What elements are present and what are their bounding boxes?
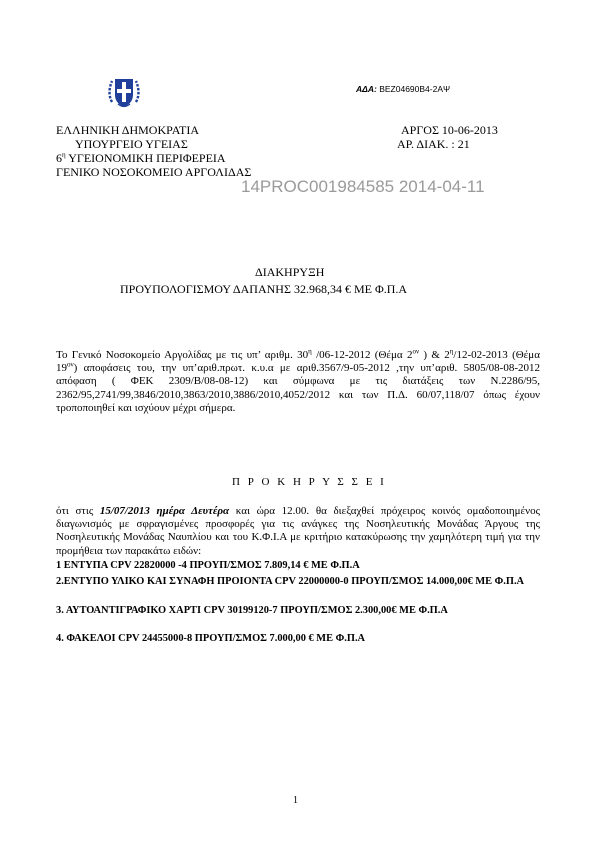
doc-title: ΔΙΑΚΗΡΥΞΗ — [255, 265, 325, 279]
item-2: 2.ΕΝΤΥΠΟ ΥΛΙΚΟ ΚΑΙ ΣΥΝΑΦΗ ΠΡΟΙΟΝΤΑ CPV 22000000-0 ΠΡΟΥΠ/ΣΜΟΣ 14.000,00€ ΜΕ Φ.Π.Α — [56, 576, 525, 587]
item-1: 1 ΕΝΤΥΠΑ CPV 22820000 -4 ΠΡΟΥΠ/ΣΜΟΣ 7.809,14 € ΜΕ Φ.Π.Α — [56, 560, 360, 571]
registry-stamp: 14PROC001984585 2014-04-11 — [241, 177, 485, 196]
item-3: 3. ΑΥΤΟΑΝΤΙΓΡΑΦΙΚΟ ΧΑΡΤΙ CPV 30199120-7 ΠΡΟΥΠ/ΣΜΟΣ 2.300,00€ ΜΕ Φ.Π.Α — [56, 605, 448, 616]
place-date: ΑΡΓΟΣ 10-06-2013 — [401, 123, 498, 137]
org-line-1: ΕΛΛΗΝΙΚΗ ΔΗΜΟΚΡΑΤΙΑ — [56, 123, 200, 137]
org-line-2: ΥΠΟΥΡΓΕΙΟ ΥΓΕΙΑΣ — [75, 137, 188, 151]
org-line-4: ΓΕΝΙΚΟ ΝΟΣΟΚΟΜΕΙΟ ΑΡΓΟΛΙΔΑΣ — [56, 165, 252, 179]
notice-paragraph: ότι στις 15/07/2013 ημέρα Δευτέρα και ώρα 12.00. θα διεξαχθεί πρόχειρος κοινός ομαδοποιημένος διαγωνισμός με σφραγισμένες προσφορές για τις ανάγκες της Νοσηλευτικής Μονάδας Άργους της Νοσηλευτικής Μονάδας Ναυπλίου και του Κ.Φ.Ι.Α με κριτήριο κατακύρωσης την χαμηλότερη τιμή για την προμήθεια των παρακάτω ειδών: — [56, 505, 541, 557]
org-line-3: $6^\eta$ ΥΓΕΙΟΝΟΜΙΚΗ ΠΕΡΙΦΕΡΕΙΑ — [56, 151, 226, 165]
proclamation-heading: Π Ρ Ο Κ Η Ρ Υ Σ Σ Ε Ι — [232, 476, 387, 488]
intro-paragraph: Το Γενικό Νοσοκομείο Αργολίδας με τις υπ’ αριθμ. $30^\eta$ /06-12-2012 (Θέμα $2^{o\nu}$ ) & $2^\eta/12-02-2013$ (Θέμα $19^{o\nu}$) αποφάσεις του, την υπ’αριθ.πρωτ. κ.υ.α με αριθ.3567/9-05-2012 ,την υπ’αριθ. 5805/08-08-2012 απόφαση ( ΦΕΚ 2309/Β/08-08-12) και σύμφωνα με τις διατάξεις των Ν.2286/95, 2362/95,2741/99,3846/2010,3863/2010,3886/2010,4052/2012 και των Π.Δ. 60/07,118/07 όπως έχουν τροποποιηθεί και ισχύουν μέχρι σήμερα. — [56, 347, 540, 414]
ada-code: ΑΔΑ: ΒΕΖ04690Β4-2ΑΨ — [356, 84, 451, 94]
protocol-number: ΑΡ. ΔΙΑΚ. : 21 — [397, 137, 470, 151]
doc-subtitle: ΠΡΟΥΠΟΛΟΓΙΣΜΟΥ ΔΑΠΑΝΗΣ 32.968,34 € ΜΕ Φ.Π.Α — [120, 282, 408, 296]
page-number: 1 — [293, 795, 298, 806]
greek-emblem-icon — [104, 71, 144, 111]
item-4: 4. ΦΑΚΕΛΟΙ CPV 24455000-8 ΠΡΟΥΠ/ΣΜΟΣ 7.000,00 € ΜΕ Φ.Π.Α — [56, 633, 366, 644]
